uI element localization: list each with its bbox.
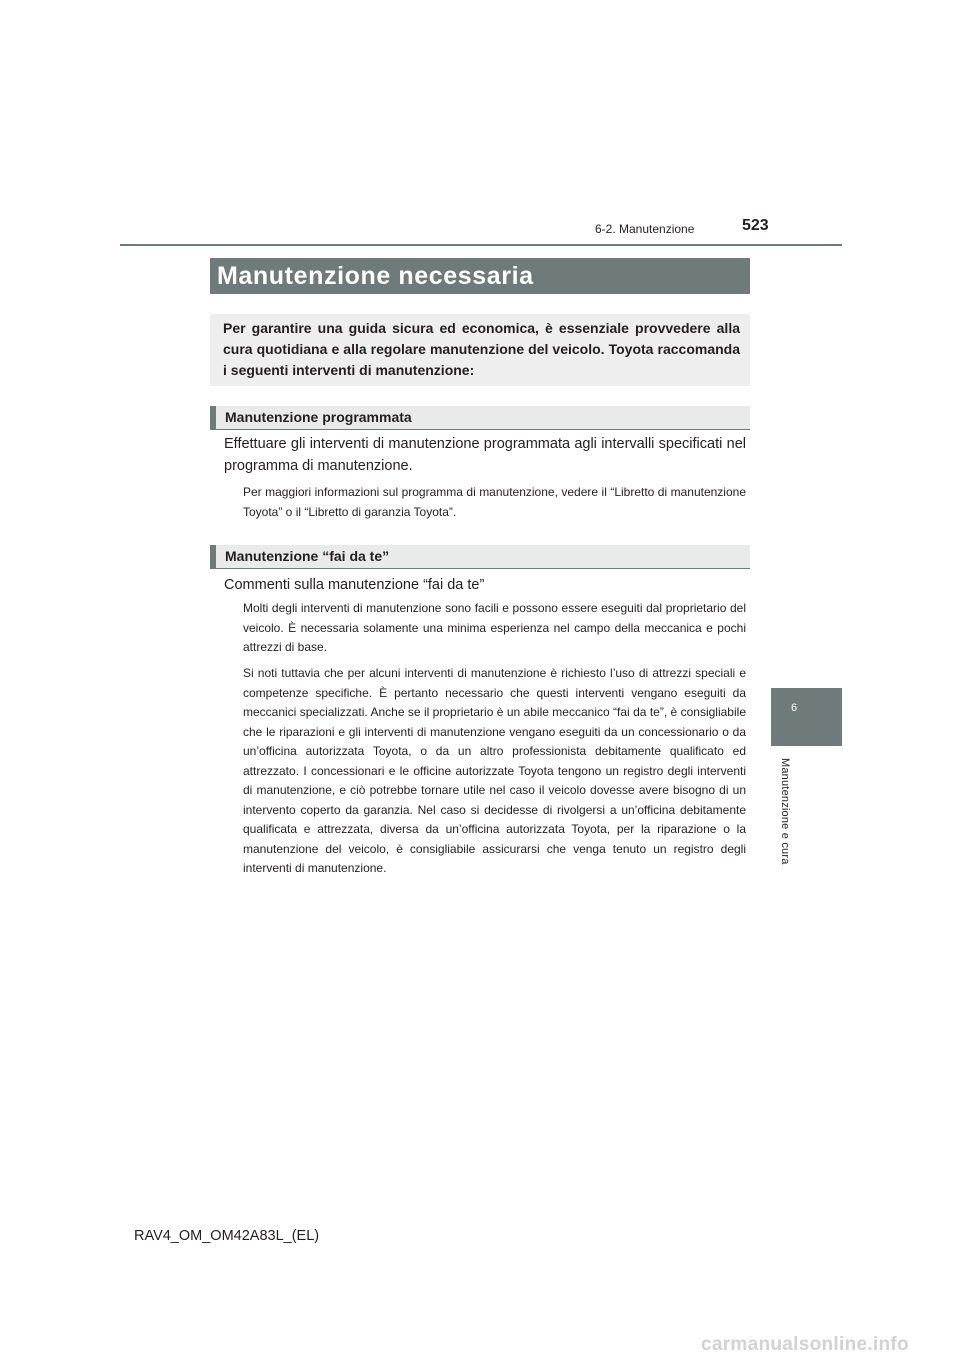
footer-document-code: RAV4_OM_OM42A83L_(EL) — [134, 1228, 320, 1244]
header-divider — [120, 244, 842, 246]
section-note: Per maggiori informazioni sul programma di manutenzione, vedere il “Libretto di manutenzione Toyota” o il “Libretto di garanzia Toyota”. — [243, 485, 746, 519]
page-title: Manutenzione necessaria — [210, 258, 750, 294]
section-body-scheduled: Effettuare gli interventi di manutenzione programmata agli intervalli specificati nel programma di manutenzione. — [224, 436, 746, 474]
page-number: 523 — [742, 217, 769, 234]
chapter-tab-number: 6 — [790, 702, 798, 714]
section-heading-text: Manutenzione “fai da te” — [225, 548, 390, 564]
chapter-tab — [771, 688, 842, 746]
intro-text: Per garantire una guida sicura ed economica, è essenziale provvedere alla cura quotidiana e alla regolare manutenzione del veicolo. Toyota raccomanda i seguenti interventi di manutenzione: — [223, 320, 740, 378]
section-heading-text: Manutenzione programmata — [225, 409, 412, 425]
intro-box — [210, 314, 750, 386]
section-note: Molti degli interventi di manutenzione sono facili e possono essere eseguiti dal proprietario del veicolo. È necessaria solamente una minima esperienza nel campo della meccanica e pochi attrezzi di base. — [243, 601, 746, 654]
chapter-tab-label: Manutenzione e cura — [779, 758, 791, 865]
section-body-diy: Commenti sulla manutenzione “fai da te” — [224, 577, 485, 593]
section-heading-scheduled — [210, 406, 750, 430]
section-note: Si noti tuttavia che per alcuni interventi di manutenzione è richiesto l’uso di attrezzi speciali e competenze specifiche. È pertanto necessario che questi interventi vengano eseguiti da meccanici specializzati. Anche se il proprietario è un abile meccanico “fai da te”, è consigliabile che le riparazioni e gli interventi di manutenzione vengano eseguiti da un concessionario o da un’officina autorizzata Toyota, o da un altro professionista debitamente qualificato ed attrezzato. I concessionari e le officine autorizzate Toyota tengono un registro degli interventi di manutenzione, e ciò potrebbe tornare utile nel caso il veicolo dovesse avere bisogno di un intervento coperto da garanzia. Nel caso si decidesse di rivolgersi a un’officina debitamente qualificata e attrezzata, diversa da un’officina autorizzata Toyota, per la riparazione o la manutenzione del veicolo, è consigliabile assicurarsi che venga tenuto un registro degli interventi di manutenzione. — [243, 666, 746, 875]
watermark: carmanualsonline.info — [701, 1334, 909, 1355]
section-heading-diy — [210, 545, 750, 569]
header-section-title: 6-2. Manutenzione — [595, 222, 695, 236]
